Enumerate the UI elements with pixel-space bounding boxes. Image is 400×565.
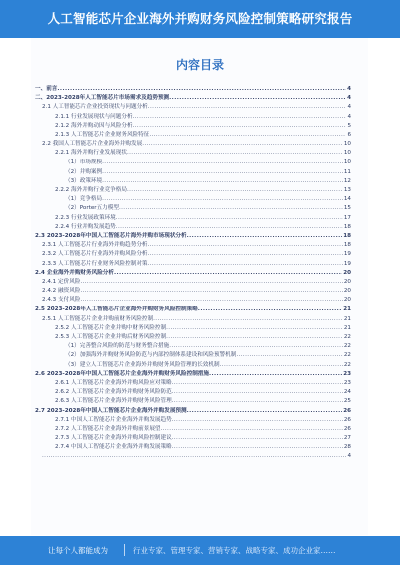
toc-entry-text: 2.7.2 人工智能芯片企业海外并购前景展望 — [55, 425, 161, 432]
toc-entry-text: 2.4 企业海外并购财务风险分析 — [35, 269, 114, 276]
toc-entry[interactable] — [33, 333, 351, 342]
toc-page-number: 4 — [347, 85, 351, 92]
toc-entry[interactable] — [33, 416, 351, 425]
toc-page-number: 22 — [343, 352, 351, 359]
toc-page-number: 21 — [343, 315, 351, 322]
toc-leader-dots — [133, 122, 347, 131]
toc-leader-dots — [57, 85, 346, 94]
toc-entry[interactable] — [33, 94, 351, 103]
toc-leader-dots — [161, 425, 343, 434]
toc-entry-text: 2.4.1 定价风险 — [42, 278, 81, 285]
toc-entry-text: 2.2.4 行业并购发展趋势 — [55, 223, 116, 230]
toc-entry[interactable] — [33, 241, 351, 250]
toc-page-number: 22 — [343, 361, 351, 368]
toc-entry[interactable] — [33, 443, 351, 452]
toc-entry-text: （2）并购案例 — [65, 168, 103, 175]
table-of-contents — [33, 85, 351, 462]
toc-entry[interactable] — [33, 425, 351, 434]
toc-entry-text: 2.4.3 支付风险 — [42, 297, 81, 304]
toc-entry-text: 2.2.3 行业发展政策环境 — [55, 214, 116, 221]
toc-entry[interactable] — [33, 278, 351, 287]
toc-page-number: 4 — [347, 104, 351, 111]
toc-entry[interactable] — [33, 122, 351, 131]
toc-leader-dots — [102, 159, 343, 168]
toc-page-number: 15 — [343, 205, 351, 212]
toc-page-number: 20 — [343, 269, 351, 276]
toc-leader-dots — [148, 103, 347, 112]
toc-page-number: 5 — [347, 122, 351, 129]
toc-entry-text: 2.5 2023-2028年人工智能芯片企业海外并购财务风险控制策略 — [35, 306, 198, 313]
toc-page-number: 22 — [343, 343, 351, 350]
toc-entry[interactable] — [33, 159, 351, 168]
toc-leader-dots — [149, 131, 346, 140]
toc-entry-text: （2）加强海外并购财务风险防范与内部控制体系建设和风险预警机制 — [65, 352, 237, 359]
toc-entry[interactable] — [33, 315, 351, 324]
toc-page-number: 11 — [343, 168, 351, 175]
toc-page-number: 17 — [343, 214, 351, 221]
toc-page-number: 20 — [343, 288, 351, 295]
toc-leader-dots — [172, 416, 343, 425]
toc-entry-text: 2.6.3 人工智能芯片企业海外并购财务风险管理 — [55, 398, 172, 405]
toc-page-number: 21 — [343, 324, 351, 331]
toc-entry[interactable] — [33, 232, 351, 241]
toc-entry[interactable] — [33, 379, 351, 388]
toc-leader-dots — [102, 195, 343, 204]
toc-page-number: 27 — [343, 435, 351, 442]
toc-entry-text: （1）竞争格局 — [65, 196, 103, 203]
toc-leader-dots — [42, 453, 346, 462]
toc-page-number: 26 — [343, 425, 351, 432]
toc-entry[interactable] — [33, 407, 351, 416]
toc-page-number: 26 — [343, 416, 351, 423]
report-title: 人工智能芯片企业海外并购财务风险控制策略研究报告 — [47, 11, 353, 26]
toc-entry[interactable] — [33, 250, 351, 259]
toc-page-number: 23 — [343, 379, 351, 386]
toc-entry[interactable] — [33, 342, 351, 351]
toc-entry[interactable] — [33, 177, 351, 186]
toc-entry[interactable] — [33, 397, 351, 406]
toc-leader-dots — [119, 204, 343, 213]
toc-page-number: 4 — [347, 95, 351, 102]
toc-entry-text: 2.7 2023-2028年中国人工智能芯片企业海外并购发展预测 — [35, 407, 187, 414]
toc-entry[interactable] — [33, 434, 351, 443]
toc-leader-dots — [153, 315, 343, 324]
toc-page-number: 6 — [347, 131, 351, 138]
toc-page-number: 21 — [343, 306, 351, 313]
toc-leader-dots — [172, 397, 343, 406]
toc-leader-dots — [166, 333, 343, 342]
toc-leader-dots — [127, 186, 343, 195]
toc-title: 内容目录 — [175, 58, 224, 72]
toc-entry-text: 2.6.2 人工智能芯片企业海外并购财务风险防范 — [55, 389, 172, 396]
toc-entry[interactable] — [33, 85, 351, 94]
toc-leader-dots — [116, 223, 343, 232]
toc-page-number: 18 — [343, 223, 351, 230]
toc-entry[interactable] — [33, 140, 351, 149]
toc-entry[interactable] — [33, 306, 351, 315]
toc-entry-text: 一、前言 — [35, 85, 58, 92]
toc-leader-dots — [102, 168, 343, 177]
toc-page-number: 10 — [343, 141, 351, 148]
toc-leader-dots — [148, 260, 343, 269]
toc-entry[interactable] — [33, 296, 351, 305]
toc-entry[interactable] — [33, 223, 351, 232]
toc-page-number: 19 — [343, 251, 351, 258]
toc-page-number: 18 — [343, 242, 351, 249]
toc-page-number: 10 — [343, 150, 351, 157]
toc-leader-dots — [169, 342, 343, 351]
toc-entry-text: 2.4.2 融资风险 — [42, 288, 81, 295]
toc-entry[interactable] — [33, 269, 351, 278]
toc-page-number: 19 — [343, 260, 351, 267]
toc-page-number: 18 — [343, 232, 351, 239]
toc-page-number: 24 — [343, 389, 351, 396]
toc-entry[interactable] — [33, 214, 351, 223]
toc-entry-text: （3）政策环境 — [65, 177, 103, 184]
footer-tagline: 行业专家、管理专家、营销专家、战略专家、成功企业家…… — [133, 546, 336, 555]
toc-leader-dots — [172, 443, 343, 452]
toc-leader-dots — [169, 94, 346, 103]
toc-page-number: 4 — [347, 113, 351, 120]
toc-entry-text: 2.5.3 人工智能芯片企业并购后财务风险控制 — [55, 334, 167, 341]
toc-page-number: 20 — [343, 297, 351, 304]
toc-entry[interactable] — [33, 103, 351, 112]
toc-entry-text: （1）市场规模 — [65, 159, 103, 166]
toc-page-number: 23 — [343, 370, 351, 377]
toc-entry[interactable] — [33, 351, 351, 360]
toc-leader-dots — [133, 113, 347, 122]
toc-leader-dots — [80, 296, 342, 305]
toc-leader-dots — [166, 324, 343, 333]
toc-page-number: 25 — [343, 398, 351, 405]
toc-entry-text: 2.3 2023-2028年中国人工智能芯片海外并购市场现状分析 — [35, 232, 187, 239]
toc-page-number: 4 — [347, 453, 351, 460]
toc-entry-text: 2.3.2 人工智能芯片行业海外并购风险分析 — [42, 251, 148, 258]
toc-entry-text: 2.2.1 海外并购行业发展现状 — [55, 150, 127, 157]
toc-entry-text: 2.6 2023-2028年中国人工智能芯片企业海外并购财务风险控制措施 — [35, 370, 209, 377]
toc-entry[interactable] — [33, 113, 351, 122]
toc-page-number: 12 — [343, 177, 351, 184]
toc-leader-dots — [148, 250, 343, 259]
toc-entry-text: （3）建立人工智能芯片企业海外并购财务风险管理的长效机制 — [65, 361, 220, 368]
toc-leader-dots — [148, 241, 343, 250]
toc-leader-dots — [114, 269, 342, 278]
toc-leader-dots — [187, 407, 343, 416]
toc-leader-dots — [80, 287, 342, 296]
toc-leader-dots — [116, 214, 343, 223]
report-header-bar — [0, 0, 400, 38]
toc-entry[interactable] — [33, 149, 351, 158]
toc-entry-text: 2.1.1 行业发展现状与问题分析 — [55, 113, 133, 120]
toc-leader-dots — [102, 177, 343, 186]
toc-entry[interactable] — [33, 324, 351, 333]
toc-entry[interactable] — [33, 195, 351, 204]
toc-entry-text: 2.6.1 人工智能芯片企业海外并购风险应对策略 — [55, 379, 172, 386]
toc-entry[interactable] — [33, 361, 351, 370]
toc-leader-dots — [236, 351, 343, 360]
toc-leader-dots — [220, 361, 343, 370]
toc-entry[interactable] — [33, 287, 351, 296]
toc-entry-text: 2.7.4 中国人工智能芯片企业海外并购发展策略 — [55, 444, 172, 451]
toc-leader-dots — [172, 379, 343, 388]
toc-entry[interactable] — [33, 186, 351, 195]
toc-entry[interactable] — [33, 370, 351, 379]
toc-entry-text: 二、2023-2028年人工智能芯片市场需求及趋势预测 — [35, 95, 170, 102]
toc-entry-text: 2.2.2 海外并购行业竞争格局 — [55, 187, 127, 194]
toc-entry-text: （2）Porter五力模型 — [65, 205, 119, 212]
toc-leader-dots — [127, 149, 343, 158]
toc-entry[interactable] — [33, 388, 351, 397]
toc-leader-dots — [80, 278, 342, 287]
toc-page-number: 22 — [343, 334, 351, 341]
toc-entry-text: 2.1.3 人工智能芯片企业财务风险特征 — [55, 131, 150, 138]
toc-page-number: 10 — [343, 159, 351, 166]
toc-leader-dots — [187, 232, 343, 241]
toc-page-number: 20 — [343, 278, 351, 285]
toc-leader-dots — [172, 434, 343, 443]
toc-entry-text: （1）完善整合风险的防范与财务整合措施 — [65, 343, 170, 350]
footer-bar — [0, 536, 400, 565]
toc-leader-dots — [209, 370, 342, 379]
toc-leader-dots — [198, 306, 342, 315]
toc-entry[interactable] — [33, 131, 351, 140]
toc-page-number: 26 — [343, 407, 351, 414]
toc-leader-dots — [172, 388, 343, 397]
toc-leader-dots — [142, 140, 343, 149]
toc-entry-text: 2.5.1 人工智能芯片企业并购前财务风险控制 — [42, 315, 154, 322]
toc-entry-text: 2.3.3 人工智能芯片行业财务风险控制对策 — [42, 260, 148, 267]
toc-entry-text: 2.7.1 中国人工智能芯片企业海外并购发展趋势 — [55, 416, 172, 423]
toc-page-number: 28 — [343, 444, 351, 451]
footer-slogan: 让每个人都能成为 — [48, 546, 108, 555]
toc-entry-text: 2.2 我国人工智能芯片企业海外并购发展 — [42, 141, 143, 148]
footer-divider — [124, 544, 125, 556]
toc-entry[interactable] — [33, 204, 351, 213]
toc-entry[interactable] — [33, 260, 351, 269]
toc-entry-text: 2.3.1 人工智能芯片行业海外并购趋势分析 — [42, 242, 148, 249]
toc-entry-text: 2.1.2 海外并购动因与风险分析 — [55, 122, 133, 129]
toc-entry-text: 2.5.2 人工智能芯片企业并购中财务风险控制 — [55, 324, 167, 331]
toc-entry[interactable] — [33, 453, 351, 462]
toc-entry[interactable] — [33, 168, 351, 177]
toc-page-number: 14 — [343, 196, 351, 203]
toc-page-number: 13 — [343, 187, 351, 194]
toc-entry-text: 2.1 人工智能芯片企业投资现状与问题分析 — [42, 104, 148, 111]
toc-entry-text: 2.7.3 人工智能芯片企业海外并购风险控制建议 — [55, 435, 172, 442]
